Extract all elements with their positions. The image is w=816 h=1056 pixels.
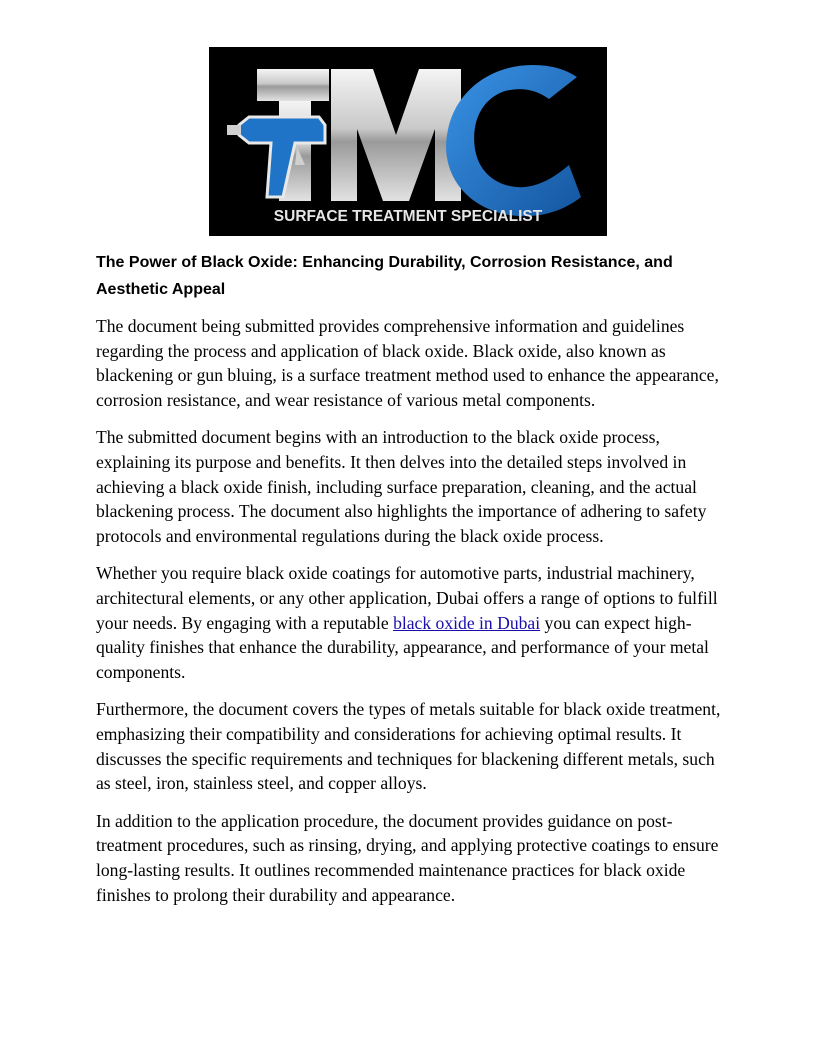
paragraph-metals: Furthermore, the document covers the types of metals suitable for black oxide treatment, emphasizing their compatibility and considerations for achieving optimal results. It discusses the specific requirements and techniques for blackening different metals, such as steel, iron, stainless steel, and copper alloys. — [96, 699, 721, 794]
company-logo — [209, 47, 607, 236]
tmc-logo-graphic — [209, 47, 607, 236]
paragraph-dubai-after: you can expect high-quality finishes that enhance the durability, appearance, and performance of your metal components. — [96, 612, 709, 683]
paragraph-process: The submitted document begins with an introduction to the black oxide process, explaining its purpose and benefits. It then delves into the detailed steps involved in achieving a black oxide finish, including surface preparation, cleaning, and the actual blackening process. The document also highlights the importance of adhering to safety protocols and environmental regulations during the black oxide process. — [96, 427, 707, 547]
paragraph-post-treatment: In addition to the application procedure, the document provides guidance on post-treatment procedures, such as rinsing, drying, and applying protective coatings to ensure long-lasting results. It outlines recommended maintenance practices for black oxide finishes to prolong their durability and appearance. — [96, 810, 719, 905]
black-oxide-dubai-link[interactable]: black oxide in Dubai — [393, 612, 541, 633]
paragraph-dubai — [96, 561, 726, 685]
paragraph-intro: The document being submitted provides comprehensive information and guidelines regarding the process and application of black oxide. Black oxide, also known as blackening or gun bluing, is a surface treatment method used to enhance the appearance, corrosion resistance, and wear resistance of various metal components. — [96, 316, 719, 411]
document-title: The Power of Black Oxide: Enhancing Durability, Corrosion Resistance, and Aesthetic Appeal — [96, 254, 673, 298]
paragraph-dubai-before: Whether you require black oxide coatings for automotive parts, industrial machinery, architectural elements, or any other application, Dubai offers a range of options to fulfill your needs. By engaging with a reputable — [96, 563, 718, 633]
document-body — [96, 314, 726, 920]
logo-tagline: SURFACE TREATMENT SPECIALIST — [273, 208, 543, 225]
